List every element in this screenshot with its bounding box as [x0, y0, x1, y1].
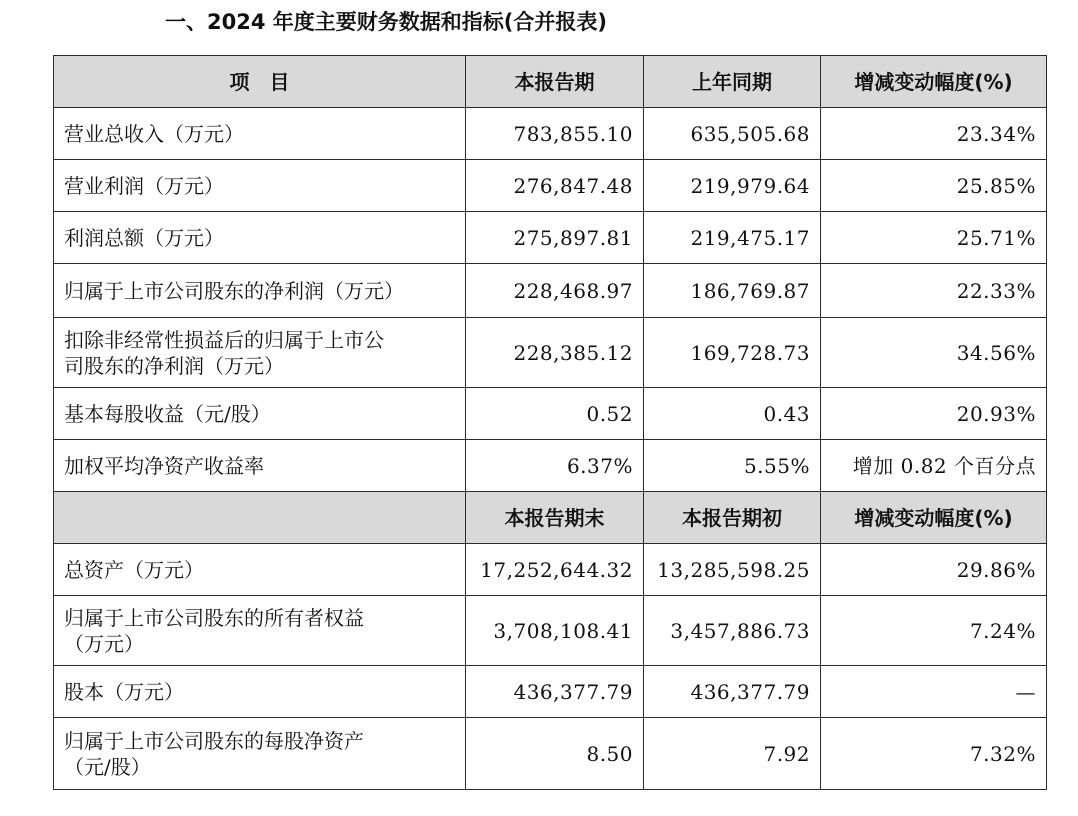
current-value: 0.52: [466, 388, 644, 440]
row-label: 股本（万元）: [54, 666, 466, 718]
table-row: [54, 264, 1047, 318]
row-label-line: （元/股）: [64, 754, 151, 779]
period-start-value: 3,457,886.73: [644, 596, 821, 666]
table-header-row: [54, 56, 1047, 108]
prior-value: 219,475.17: [644, 212, 821, 264]
table-row: [54, 108, 1047, 160]
period-start-value: 436,377.79: [644, 666, 821, 718]
header-current-period: 本报告期: [466, 56, 644, 108]
table-row: [54, 544, 1047, 596]
change-value: 29.86%: [821, 544, 1047, 596]
header-change: 增减变动幅度(%): [821, 56, 1047, 108]
row-label: 营业利润（万元）: [54, 160, 466, 212]
change-value: 25.85%: [821, 160, 1047, 212]
period-end-value: 17,252,644.32: [466, 544, 644, 596]
change-value: 23.34%: [821, 108, 1047, 160]
subheader-item: [54, 492, 466, 544]
header-prior-period: 上年同期: [644, 56, 821, 108]
row-label: 利润总额（万元）: [54, 212, 466, 264]
table-row: [54, 388, 1047, 440]
current-value: 228,385.12: [466, 318, 644, 388]
prior-value: 0.43: [644, 388, 821, 440]
table-row: [54, 440, 1047, 492]
row-label-line: 归属于上市公司股东的每股净资产: [64, 728, 364, 753]
current-value: 276,847.48: [466, 160, 644, 212]
prior-value: 635,505.68: [644, 108, 821, 160]
change-value: 7.24%: [821, 596, 1047, 666]
change-value: —: [821, 666, 1047, 718]
row-label-line: 扣除非经常性损益后的归属于上市公: [64, 327, 384, 352]
current-value: 228,468.97: [466, 264, 644, 318]
change-value: 7.32%: [821, 718, 1047, 790]
header-item: 项 目: [54, 56, 466, 108]
row-label-line: （万元）: [64, 631, 144, 656]
row-label: 归属于上市公司股东的净利润（万元）: [54, 264, 466, 318]
period-end-value: 436,377.79: [466, 666, 644, 718]
change-value: 22.33%: [821, 264, 1047, 318]
section-title: 一、2024 年度主要财务数据和指标(合并报表): [165, 10, 607, 34]
row-label-line: 司股东的净利润（万元）: [64, 353, 284, 378]
row-label: [54, 718, 466, 790]
financial-data-table: [53, 55, 1047, 790]
period-end-value: 8.50: [466, 718, 644, 790]
table-row: [54, 596, 1047, 666]
table-row: [54, 666, 1047, 718]
change-value: 20.93%: [821, 388, 1047, 440]
header-period-end: 本报告期末: [466, 492, 644, 544]
table-row: [54, 318, 1047, 388]
row-label: 加权平均净资产收益率: [54, 440, 466, 492]
row-label: [54, 596, 466, 666]
row-label: 基本每股收益（元/股）: [54, 388, 466, 440]
row-label-line: 归属于上市公司股东的所有者权益: [64, 605, 364, 630]
current-value: 275,897.81: [466, 212, 644, 264]
change-value: 34.56%: [821, 318, 1047, 388]
row-label: 总资产（万元）: [54, 544, 466, 596]
change-value: 25.71%: [821, 212, 1047, 264]
table-row: [54, 718, 1047, 790]
period-start-value: 7.92: [644, 718, 821, 790]
row-label: 营业总收入（万元）: [54, 108, 466, 160]
header-change: 增减变动幅度(%): [821, 492, 1047, 544]
table-subheader-row: [54, 492, 1047, 544]
table-row: [54, 160, 1047, 212]
change-value: 增加 0.82 个百分点: [821, 440, 1047, 492]
prior-value: 186,769.87: [644, 264, 821, 318]
current-value: 783,855.10: [466, 108, 644, 160]
row-label: [54, 318, 466, 388]
prior-value: 219,979.64: [644, 160, 821, 212]
prior-value: 169,728.73: [644, 318, 821, 388]
table-row: [54, 212, 1047, 264]
current-value: 6.37%: [466, 440, 644, 492]
header-period-start: 本报告期初: [644, 492, 821, 544]
period-start-value: 13,285,598.25: [644, 544, 821, 596]
prior-value: 5.55%: [644, 440, 821, 492]
period-end-value: 3,708,108.41: [466, 596, 644, 666]
